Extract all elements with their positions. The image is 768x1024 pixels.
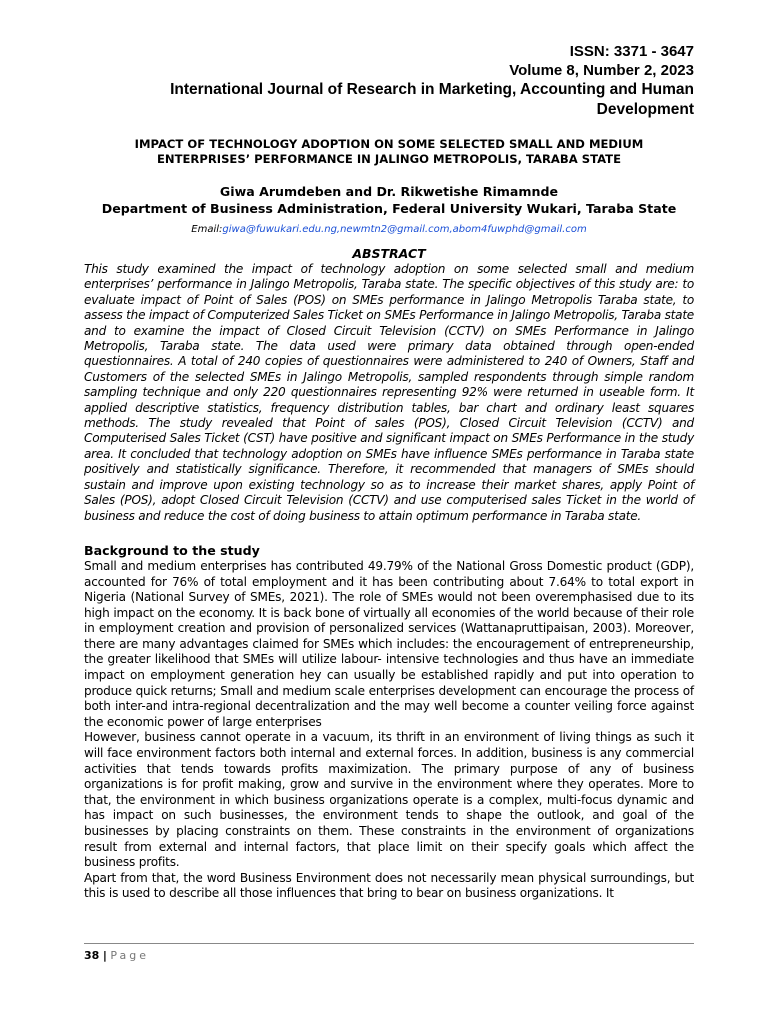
authors-block: [84, 183, 694, 217]
paper-title: [84, 137, 694, 167]
page-label: Page: [110, 949, 149, 962]
body-paragraph: Small and medium enterprises has contributed 49.79% of the National Gross Domestic product (GDP), accounted for 76% of total employment and it has been contributing about 7.64% to total export in Nigeria (National Survey of SMEs, 2021). The role of SMEs would not been overemphasised due to its high impact on the economy. It is back bone of virtually all economies of the world because of their role in employment creation and provision of personalized services (Wattanapruttipaisan, 2003). Moreover, there are many advantages claimed for SMEs which includes: the encouragement of entrepreneurship, the greater likelihood that SMEs will utilize labour- intensive technologies and thus have an immediate impact on employment generation hey can usually be established rapidly and put into operation to produce quick returns; Small and medium scale enterprises development can encourage the process of both inter-and intra-regional decentralization and the may well become a counter veiling force against the economic power of large enterprises: [84, 558, 694, 729]
journal-header: [84, 42, 694, 120]
abstract-heading: ABSTRACT: [352, 246, 426, 261]
footer-separator: |: [102, 949, 107, 962]
issn: ISSN: 3371 - 3647: [569, 43, 694, 60]
page-footer: [84, 943, 694, 962]
background-body: [84, 559, 694, 902]
email-line: [84, 223, 694, 237]
section-heading-background: Background to the study: [84, 542, 260, 558]
body-paragraph: Apart from that, the word Business Environment does not necessarily mean physical surroundings, but this is used to describe all those influences that bring to bear on business organizations. It: [84, 870, 694, 901]
body-paragraph: However, business cannot operate in a vacuum, its thrift in an environment of living things as such it will face environment factors both internal and external forces. In addition, business is any commercial activities that tends towards profits maximization. The primary purpose of any of business organizations is for profit making, grow and survive in the environment where they operates. More to that, the environment in which business organizations operate is a complex, multi-focus dynamic and has impact on such businesses, the environment tends to shape the outlook, and goal of the businesses by placing constraints on them. These constraints in the environment of organizations result from external and internal factors, that place limit on their specify goals which affect the business profits.: [84, 730, 694, 870]
title-line-2: ENTERPRISES’ PERFORMANCE IN JALINGO METROPOLIS, TARABA STATE: [156, 152, 622, 166]
email-addresses[interactable]: giwa@fuwukari.edu.ng,newmtn2@gmail.com,abom4fuwphd@gmail.com: [222, 224, 587, 235]
author-names: Giwa Arumdeben and Dr. Rikwetishe Rimamnde: [219, 184, 559, 199]
journal-name: International Journal of Research in Marketing, Accounting and Human Development: [170, 81, 694, 118]
title-line-1: IMPACT OF TECHNOLOGY ADOPTION ON SOME SELECTED SMALL AND MEDIUM: [134, 137, 644, 151]
page-number: 38: [84, 949, 100, 962]
author-affiliation: Department of Business Administration, Federal University Wukari, Taraba State: [101, 201, 677, 216]
email-label: Email:: [191, 224, 223, 235]
volume-number: Volume 8, Number 2, 2023: [509, 62, 694, 79]
page-content: [84, 42, 694, 902]
abstract-text: This study examined the impact of technology adoption on some selected small and medium enterprises’ performance in Jalingo Metropolis, Taraba state. The specific objectives of this study are: to evaluate impact of Point of Sales (POS) on SMEs performance in Jalingo Metropolis Taraba state, to assess the impact of Computerized Sales Ticket on SMEs Performance in Jalingo Metropolis, Taraba state and to examine the impact of Closed Circuit Television (CCTV) on SMEs Performance in Jalingo Metropolis, Taraba state. The data used were primary data obtained through open-ended questionnaires. A total of 240 copies of questionnaires were administered to 240 of Owners, Staff and Customers of the selected SMEs in Jalingo Metropolis, sampled respondents through simple random sampling technique and only 220 questionnaires representing 92% were returned in useable form. It applied descriptive statistics, frequency distribution tables, bar chart and ordinary least squares methods. The study revealed that Point of sales (POS), Closed Circuit Television (CCTV) and Computerised Sales Ticket (CST) have positive and significant impact on SMEs Performance in the study area. It concluded that technology adoption on SMEs have influence SMEs performance in Taraba state positively and statistically significance. Therefore, it recommended that managers of SMEs should sustain and improve upon existing technology so as to increase their market shares, apply Point of Sales (POS), adopt Closed Circuit Television (CCTV) and use computerised sales Ticket in the world of business and reduce the cost of doing business to attain optimum performance in Taraba state.: [84, 262, 694, 523]
